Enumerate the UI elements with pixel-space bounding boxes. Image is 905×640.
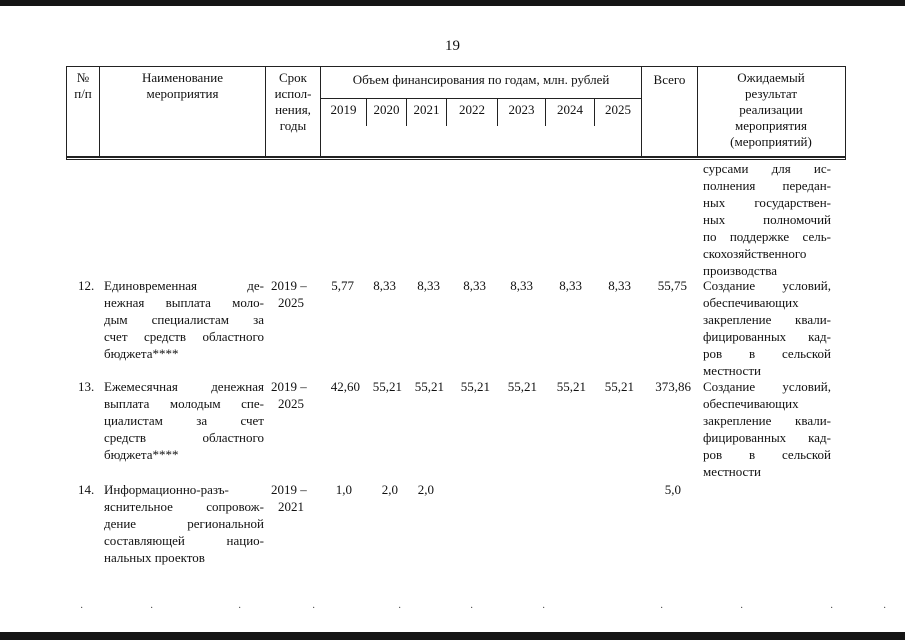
header-term: Срок испол- нения, годы bbox=[274, 70, 312, 133]
row-term: 2019 – bbox=[271, 482, 307, 497]
scan-edge-top bbox=[0, 0, 905, 6]
row-name-line: счет средств областного bbox=[104, 329, 264, 344]
row-name-line: Единовременная де- bbox=[104, 278, 264, 293]
row-name-line: бюджета**** bbox=[104, 447, 179, 462]
total-cell: 55,75 bbox=[657, 278, 687, 293]
scan-speck: · bbox=[660, 603, 664, 614]
row-number: 13. bbox=[78, 379, 95, 394]
header-year: 2025 bbox=[605, 102, 631, 117]
result-line: обеспечивающих bbox=[703, 396, 799, 411]
row-name-line: Ежемесячная денежная bbox=[104, 379, 264, 394]
header-funding: Объем финансирования по годам, млн. рублей bbox=[352, 72, 610, 87]
scan-speck: · bbox=[542, 603, 546, 614]
value-cell: 42,60 bbox=[330, 379, 360, 394]
row-name-line: средств областного bbox=[104, 430, 264, 445]
value-cell: 8,33 bbox=[463, 278, 486, 293]
header-result: Ожидаемый результат реализации мероприятия (мероприятий) bbox=[730, 70, 812, 149]
row-number: 12. bbox=[78, 278, 95, 293]
total-cell: 373,86 bbox=[655, 379, 691, 394]
header-year: 2019 bbox=[330, 102, 357, 117]
row-term: 2021 bbox=[278, 499, 304, 514]
value-cell: 55,21 bbox=[556, 379, 586, 394]
scan-speck: · bbox=[470, 603, 474, 614]
row-name-line: циалистам за счет bbox=[104, 413, 264, 428]
scan-speck: · bbox=[80, 603, 84, 614]
row-name-line: дение региональной bbox=[104, 516, 264, 531]
value-cell: 55,21 bbox=[414, 379, 444, 394]
row-name-line: Информационно-разъ- bbox=[104, 482, 229, 497]
value-cell: 2,0 bbox=[381, 482, 398, 497]
page-number: 19 bbox=[445, 38, 460, 54]
value-cell: 2,0 bbox=[417, 482, 434, 497]
result-line: ров в сельской bbox=[703, 346, 831, 361]
table-header-bottom-rule bbox=[66, 156, 846, 158]
result-line: фицированных кад- bbox=[703, 430, 831, 445]
value-cell: 55,21 bbox=[372, 379, 402, 394]
row-name-line: бюджета**** bbox=[104, 346, 179, 361]
result-line: местности bbox=[703, 363, 761, 378]
scan-speck: · bbox=[883, 603, 887, 614]
total-cell: 5,0 bbox=[664, 482, 681, 497]
header-name: Наименование мероприятия bbox=[142, 70, 223, 101]
value-cell: 8,33 bbox=[510, 278, 533, 293]
row-name-line: составляющей нацио- bbox=[104, 533, 264, 548]
row-name-line: нежная выплата моло- bbox=[104, 295, 264, 310]
scan-speck: · bbox=[740, 603, 744, 614]
row-name-line: выплата молодым спе- bbox=[104, 396, 264, 411]
result-line: местности bbox=[703, 464, 761, 479]
value-cell: 8,33 bbox=[608, 278, 631, 293]
funding-header-rule bbox=[320, 98, 641, 99]
header-year: 2020 bbox=[373, 102, 400, 117]
value-cell: 5,77 bbox=[331, 278, 354, 293]
scan-speck: · bbox=[150, 603, 154, 614]
scan-edge-bottom bbox=[0, 632, 905, 640]
result-line: фицированных кад- bbox=[703, 329, 831, 344]
header-year: 2024 bbox=[557, 102, 583, 117]
result-line: обеспечивающих bbox=[703, 295, 799, 310]
row-name-line: дым специалистам за bbox=[104, 312, 264, 327]
value-cell: 55,21 bbox=[604, 379, 634, 394]
value-cell: 55,21 bbox=[507, 379, 537, 394]
result-line: закрепление квали- bbox=[703, 312, 831, 327]
header-year: 2023 bbox=[508, 102, 535, 117]
result-line: закрепление квали- bbox=[703, 413, 831, 428]
row-name-line: нальных проектов bbox=[104, 550, 205, 565]
value-cell: 8,33 bbox=[373, 278, 396, 293]
row-term: 2025 bbox=[278, 295, 304, 310]
result-line: Создание условий, bbox=[703, 379, 831, 394]
result-line: ров в сельской bbox=[703, 447, 831, 462]
scan-speck: · bbox=[238, 603, 242, 614]
value-cell: 1,0 bbox=[335, 482, 352, 497]
header-total: Всего bbox=[653, 72, 686, 87]
scan-speck: · bbox=[312, 603, 316, 614]
value-cell: 55,21 bbox=[460, 379, 490, 394]
header-year: 2022 bbox=[459, 102, 485, 117]
header-number: № п/п bbox=[74, 70, 92, 101]
row-term: 2025 bbox=[278, 396, 304, 411]
scan-speck: · bbox=[398, 603, 402, 614]
value-cell: 8,33 bbox=[417, 278, 440, 293]
value-cell: 8,33 bbox=[559, 278, 582, 293]
scan-speck: · bbox=[830, 603, 834, 614]
result-line: Создание условий, bbox=[703, 278, 831, 293]
header-year: 2021 bbox=[413, 102, 440, 117]
row-number: 14. bbox=[78, 482, 95, 497]
row-term: 2019 – bbox=[271, 278, 307, 293]
row-name-line: яснительное сопровож- bbox=[104, 499, 264, 514]
row-term: 2019 – bbox=[271, 379, 307, 394]
